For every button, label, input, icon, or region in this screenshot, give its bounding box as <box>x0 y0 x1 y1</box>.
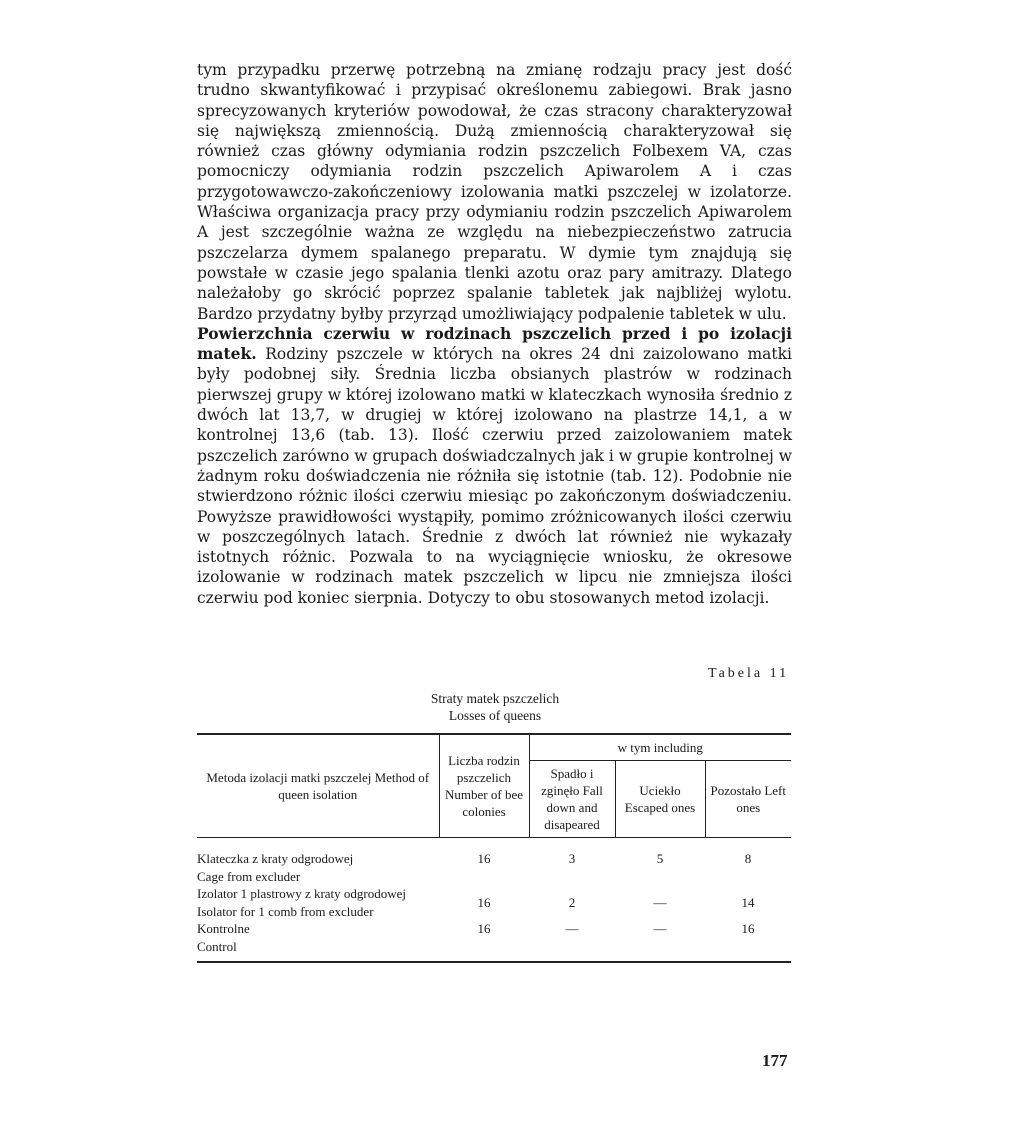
row-escaped: — <box>653 894 667 910</box>
row-method-pl: Izolator 1 plastrowy z kraty odgrodowej <box>197 886 407 901</box>
row-left: 16 <box>705 920 791 962</box>
row-dropped: — <box>529 920 615 962</box>
header-colonies: Liczba rodzin pszczelich Number of bee colonies <box>439 734 529 838</box>
header-escaped: Uciekło Escaped ones <box>615 761 705 838</box>
row-colonies: 16 <box>439 920 529 962</box>
header-dropped: Spadło i zginęło Fall down and disapeared <box>529 761 615 838</box>
table-row <box>197 885 791 920</box>
row-method <box>197 920 439 962</box>
row-colonies: 16 <box>477 851 491 866</box>
table-caption <box>395 690 595 724</box>
row-left: 8 <box>744 851 752 866</box>
table-row <box>197 850 791 885</box>
row-method <box>197 850 439 885</box>
paragraph-1-text: tym przypadku przerwę potrzebną na zmianę rodzaju pracy jest dość trudno skwantyfikować i przypisać określonemu zabiegowi. Brak jasno sprecyzowanych kryteriów powodował, że czas stracony charakteryzował się największą zmiennością. Dużą zmiennością charakteryzował się również czas główny odymiania rodzin pszczelich Folbexem VA, czas pomocniczy odymiania rodzin pszczelich Apiwarolem A i czas przygotowawczo-zakończeniowy izolowania matki pszczelej w izolatorze. Właściwa organizacja pracy przy odymianiu rodzin pszczelich Apiwarolem A jest szczególnie ważna ze względu na niebezpieczeństwo zatrucia pszczelarza dymem spalanego preparatu. W dymie tym znajdują się powstałe w czasie jego spalania tlenki azotu oraz pary amitrazy. Dlatego należałoby go skrócić poprzez spalanie tabletek jak najbliżej wylotu. Bardzo przydatny byłby przyrząd umożliwiający podpalenie tabletek w ulu. <box>197 61 792 323</box>
table-caption-pl: Straty matek pszczelich <box>430 691 560 706</box>
row-dropped: 2 <box>568 894 576 910</box>
header-left: Pozostało Left ones <box>705 761 791 838</box>
row-dropped: 3 <box>568 851 576 866</box>
header-in-which: w tym including <box>529 734 791 761</box>
table-caption-en: Losses of queens <box>448 708 542 723</box>
row-escaped: — <box>615 920 705 962</box>
row-left: 14 <box>741 894 755 910</box>
row-escaped: 5 <box>656 851 664 866</box>
row-colonies: 16 <box>477 894 491 910</box>
page-number: 177 <box>762 1051 788 1070</box>
queen-losses-table <box>197 733 791 963</box>
section-subhead: Powierzchnia czerwiu w rodzinach pszczelich przed i po izolacji matek. <box>197 323 792 364</box>
table-row <box>197 920 791 962</box>
table-label: Tabela 11 <box>708 666 790 681</box>
paragraph-2 <box>197 324 792 608</box>
header-method: Metoda izolacji matki pszczelej Method of queen isolation <box>197 734 439 838</box>
row-method-en: Isolator for 1 comb from excluder <box>197 903 374 919</box>
body-text <box>197 60 792 608</box>
paragraph-2-text: Rodziny pszczele w których na okres 24 dni zaizolowano matki były podobnej siły. Średnia liczba obsianych plastrów w rodzinach pierwszej grupy w której izolowano matki w klateczkach wynosiła średnio z dwóch lat 13,7, w drugiej w której izolowano na plastrze 14,1, a w kontrolnej 13,6 (tab. 13). Ilość czerwiu przed zaizolowaniem matek pszczelich zarówno w grupach doświadczalnych jak i w grupie kontrolnej w żadnym roku doświadczenia nie różniła się istotnie (tab. 12). Podobnie nie stwierdzono różnic ilości czerwiu miesiąc po zakończonym doświadczeniu. Powyższe prawidłowości wystąpiły, pomimo zróżnicowanych ilości czerwiu w poszczególnych latach. Średnie z dwóch lat również nie wykazały istotnych różnic. Pozwala to na wyciągnięcie wniosku, że okresowe izolowanie w rodzinach matek pszczelich w lipcu nie zmniejsza ilości czerwiu pod koniec sierpnia. Dotyczy to obu stosowanych metod izolacji. <box>197 345 792 607</box>
row-method-pl: Klateczka z kraty odgrodowej <box>197 851 354 866</box>
row-method-en: Cage from excluder <box>197 868 301 884</box>
row-method <box>197 885 439 920</box>
row-method-en: Control <box>197 938 237 954</box>
row-method-pl: Kontrolne <box>197 921 250 936</box>
paragraph-1 <box>197 60 792 324</box>
